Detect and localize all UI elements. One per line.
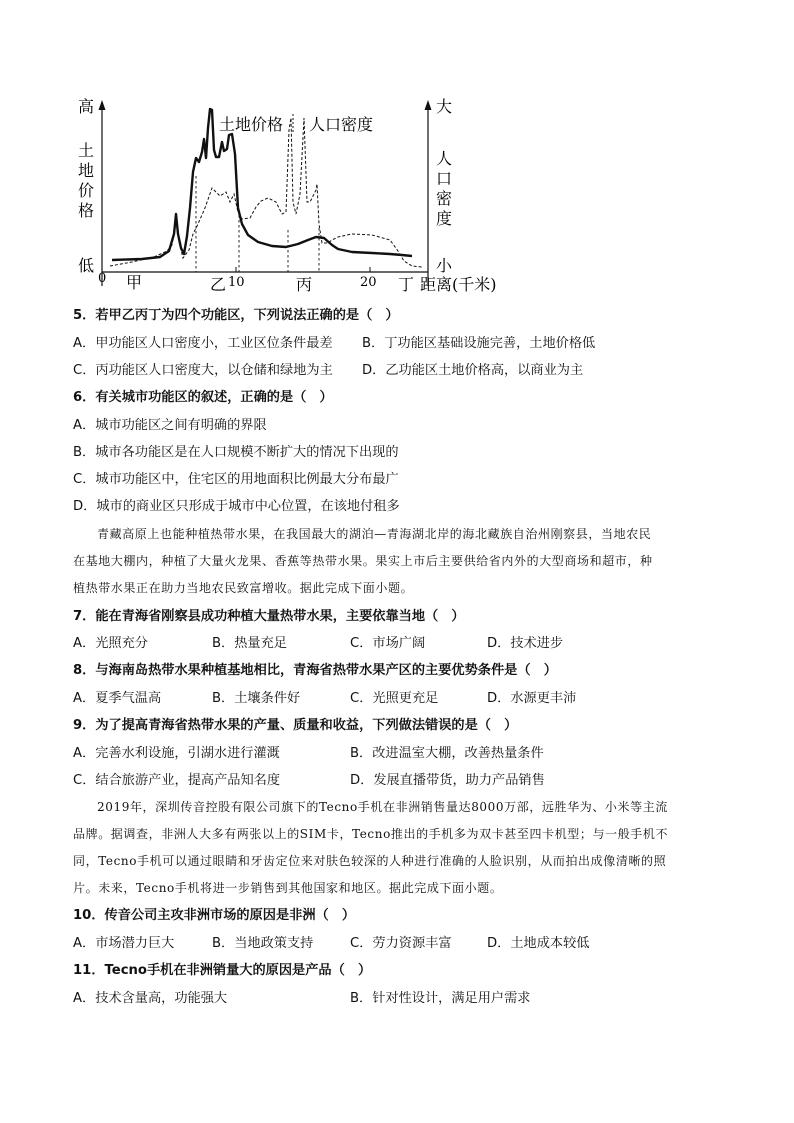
legend-land-price: 土地价格: [219, 115, 284, 134]
y-right-label-1: 人: [436, 149, 453, 168]
q9-stem: 9．为了提高青海省热带水果的产量、质量和收益，下列做法错误的是（ ）: [73, 718, 518, 733]
passage-tecno-line-1: 2019年，深圳传音控股有限公司旗下的Tecno手机在非洲销售量达8000万部，远胜华为、小米等主流: [97, 800, 668, 814]
q7-option-d[interactable]: D．技术进步: [487, 636, 564, 651]
right-axis-arrow: [425, 100, 432, 110]
zone-label-jia: 甲: [126, 273, 143, 292]
y-right-bottom-label: 小: [436, 256, 453, 275]
zone-label-bing: 丙: [296, 275, 313, 294]
q7-option-b[interactable]: B．热量充足: [212, 636, 287, 651]
zone-label-ding: 丁: [398, 275, 415, 294]
left-axis-arrow: [99, 100, 106, 110]
q7-option-c[interactable]: C．市场广阔: [350, 636, 426, 651]
q10-option-c[interactable]: C．劳力资源丰富: [350, 936, 452, 951]
q8-option-b[interactable]: B．土壤条件好: [212, 691, 301, 706]
legend-population: 人口密度: [309, 115, 374, 134]
q10-option-b[interactable]: B．当地政策支持: [212, 936, 314, 951]
q5-option-b[interactable]: B．丁功能区基础设施完善，土地价格低: [362, 336, 596, 351]
zone-label-yi: 乙: [210, 275, 227, 294]
passage-tecno: [73, 794, 723, 902]
passage-tecno-line-2: 品牌。据调查，非洲人大多有两张以上的SIM卡，Tecno推出的手机多为双卡甚至四卡机型；与一般手机不: [73, 827, 669, 841]
q8-option-c[interactable]: C．光照更充足: [350, 691, 439, 706]
q8-option-a[interactable]: A．夏季气温高: [73, 691, 162, 706]
q7-stem: 7．能在青海省刚察县成功种植大量热带水果，主要依靠当地（ ）: [73, 609, 465, 624]
q9-option-a[interactable]: A．完善水利设施，引湖水进行灌溉: [73, 746, 280, 761]
q7-option-a[interactable]: A．光照充分: [73, 636, 148, 651]
y-right-label-2: 口: [436, 169, 453, 188]
q11-stem: 11．Tecno手机在非洲销量大的原因是产品（ ）: [73, 963, 372, 978]
passage-qinghai-line-1: 青藏高原上也能种植热带水果，在我国最大的湖泊—青海湖北岸的海北藏族自治州刚察县，当地农民: [97, 527, 652, 541]
q10-option-d[interactable]: D．土地成本较低: [487, 936, 590, 951]
passage-tecno-line-3: 同，Tecno手机可以通过眼睛和牙齿定位来对肤色较深的人种进行准确的人脸识别，从而拍出成像清晰的照: [73, 854, 667, 868]
q8-option-d[interactable]: D．水源更丰沛: [487, 691, 577, 706]
q11-option-a[interactable]: A．技术含量高，功能强大: [73, 991, 228, 1006]
q10-stem: 10．传音公司主攻非洲市场的原因是非洲（ ）: [73, 908, 356, 923]
q6-option-d[interactable]: D．城市的商业区只形成于城市中心位置，在该地付租多: [73, 499, 400, 514]
y-right-label-3: 密: [436, 189, 453, 208]
q8-stem: 8．与海南岛热带水果种植基地相比，青海省热带水果产区的主要优势条件是（ ）: [73, 663, 557, 678]
q11-option-b[interactable]: B．针对性设计，满足用户需求: [350, 991, 531, 1006]
q6-stem: 6．有关城市功能区的叙述，正确的是（ ）: [73, 390, 333, 405]
passage-qinghai-line-3: 植热带水果正在助力当地农民致富增收。据此完成下面小题。: [73, 581, 414, 595]
q6-option-b[interactable]: B．城市各功能区是在人口规模不断扩大的情况下出现的: [73, 445, 399, 460]
x-label-zero: 0: [98, 271, 107, 286]
x-axis-title: 距离(千米): [420, 275, 497, 294]
y-left-label-2: 地: [78, 161, 95, 180]
x-label-twenty: 20: [360, 275, 377, 290]
q5-option-d[interactable]: D．乙功能区土地价格高，以商业为主: [362, 363, 584, 378]
q6-option-c[interactable]: C．城市功能区中，住宅区的用地面积比例最大分布最广: [73, 472, 399, 487]
x-label-ten: 10: [228, 275, 245, 290]
passage-qinghai-line-2: 在基地大棚内，种植了大量火龙果、香蕉等热带水果。果实上市后主要供给省内外的大型商场和超市，种: [73, 554, 653, 568]
y-left-label-3: 价: [78, 181, 95, 200]
passage-tecno-line-4: 片。未来，Tecno手机将进一步销售到其他国家和地区。据此完成下面小题。: [73, 881, 503, 895]
q6-option-a[interactable]: A．城市功能区之间有明确的界限: [73, 418, 267, 433]
y-left-label-1: 土: [78, 141, 95, 160]
q9-option-b[interactable]: B．改进温室大棚，改善热量条件: [350, 746, 544, 761]
q5-option-a[interactable]: A．甲功能区人口密度小，工业区位条件最差: [73, 336, 333, 351]
q5-option-c[interactable]: C．丙功能区人口密度大，以仓储和绿地为主: [73, 363, 333, 378]
y-right-label-4: 度: [436, 209, 453, 228]
land-price-population-chart: [72, 90, 522, 300]
y-left-top-label: 高: [78, 97, 95, 116]
passage-qinghai: [73, 521, 723, 602]
y-left-bottom-label: 低: [78, 256, 95, 275]
q9-option-c[interactable]: C．结合旅游产业，提高产品知名度: [73, 773, 281, 788]
q9-option-d[interactable]: D．发展直播带货，助力产品销售: [350, 773, 545, 788]
y-left-label-4: 格: [78, 201, 95, 220]
q10-option-a[interactable]: A．市场潜力巨大: [73, 936, 175, 951]
q5-stem: 5．若甲乙丙丁为四个功能区，下列说法正确的是（ ）: [73, 308, 399, 323]
y-right-top-label: 大: [436, 97, 453, 116]
